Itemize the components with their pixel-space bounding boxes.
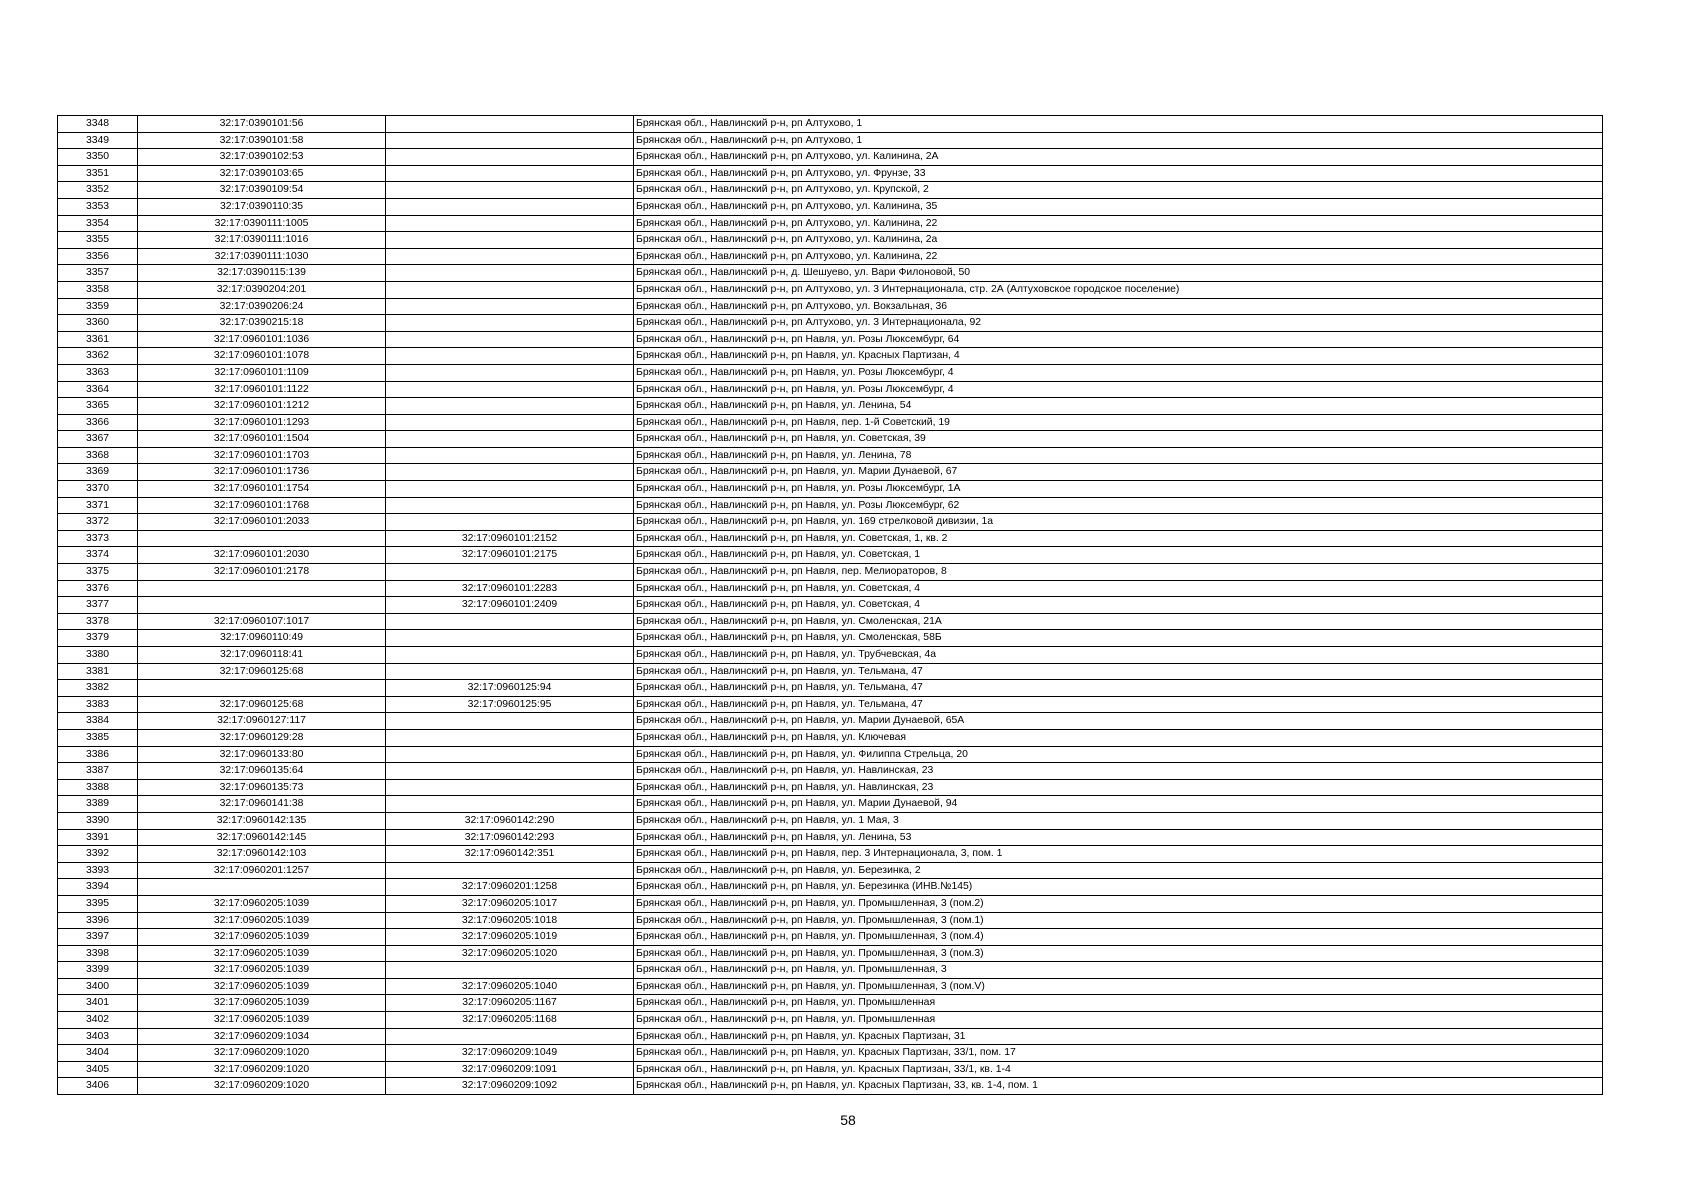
object-cadastral-number-cell: 32:17:0960205:1168 <box>386 1012 634 1029</box>
table-row <box>58 713 1603 730</box>
address-cell: Брянская обл., Навлинский р-н, рп Навля, ул. Марии Дунаевой, 94 <box>634 796 1603 813</box>
table-row <box>58 663 1603 680</box>
table-row <box>58 779 1603 796</box>
address-cell: Брянская обл., Навлинский р-н, рп Навля, ул. Ленина, 53 <box>634 829 1603 846</box>
row-number-cell: 3374 <box>58 547 138 564</box>
object-cadastral-number-cell <box>386 464 634 481</box>
address-cell: Брянская обл., Навлинский р-н, рп Навля, ул. Тельмана, 47 <box>634 663 1603 680</box>
cadastral-number-cell: 32:17:0960142:145 <box>138 829 386 846</box>
address-cell: Брянская обл., Навлинский р-н, рп Навля, ул. Красных Партизан, 33/1, кв. 1-4 <box>634 1061 1603 1078</box>
table-row <box>58 149 1603 166</box>
row-number-cell: 3386 <box>58 746 138 763</box>
address-cell: Брянская обл., Навлинский р-н, рп Навля, ул. Розы Люксембург, 64 <box>634 331 1603 348</box>
object-cadastral-number-cell <box>386 713 634 730</box>
cadastral-number-cell: 32:17:0960209:1020 <box>138 1045 386 1062</box>
address-cell: Брянская обл., Навлинский р-н, рп Навля, ул. Советская, 1, кв. 2 <box>634 530 1603 547</box>
cadastral-number-cell: 32:17:0390103:65 <box>138 165 386 182</box>
table-row <box>58 696 1603 713</box>
cadastral-number-cell: 32:17:0390111:1005 <box>138 215 386 232</box>
address-cell: Брянская обл., Навлинский р-н, рп Навля, ул. Тельмана, 47 <box>634 696 1603 713</box>
table-row <box>58 431 1603 448</box>
table-row <box>58 929 1603 946</box>
address-cell: Брянская обл., Навлинский р-н, рп Навля, ул. Промышленная <box>634 1012 1603 1029</box>
table-row <box>58 530 1603 547</box>
table-row <box>58 281 1603 298</box>
table-row <box>58 962 1603 979</box>
row-number-cell: 3404 <box>58 1045 138 1062</box>
table-row <box>58 481 1603 498</box>
cadastral-number-cell: 32:17:0960118:41 <box>138 647 386 664</box>
table-row <box>58 265 1603 282</box>
object-cadastral-number-cell: 32:17:0960205:1018 <box>386 912 634 929</box>
object-cadastral-number-cell: 32:17:0960142:351 <box>386 846 634 863</box>
object-cadastral-number-cell <box>386 481 634 498</box>
object-cadastral-number-cell <box>386 348 634 365</box>
cadastral-number-cell: 32:17:0960101:2178 <box>138 564 386 581</box>
table-row <box>58 215 1603 232</box>
row-number-cell: 3355 <box>58 232 138 249</box>
table-row <box>58 414 1603 431</box>
address-cell: Брянская обл., Навлинский р-н, рп Алтухово, ул. Фрунзе, 33 <box>634 165 1603 182</box>
table-row <box>58 381 1603 398</box>
registry-table-container <box>57 115 1602 1095</box>
object-cadastral-number-cell: 32:17:0960205:1040 <box>386 978 634 995</box>
object-cadastral-number-cell <box>386 613 634 630</box>
table-row <box>58 862 1603 879</box>
object-cadastral-number-cell <box>386 232 634 249</box>
cadastral-number-cell: 32:17:0960133:80 <box>138 746 386 763</box>
cadastral-number-cell: 32:17:0960205:1039 <box>138 962 386 979</box>
cadastral-number-cell: 32:17:0960101:1754 <box>138 481 386 498</box>
table-row <box>58 1045 1603 1062</box>
cadastral-number-cell: 32:17:0960127:117 <box>138 713 386 730</box>
row-number-cell: 3368 <box>58 447 138 464</box>
address-cell: Брянская обл., Навлинский р-н, рп Навля, ул. Советская, 4 <box>634 597 1603 614</box>
row-number-cell: 3353 <box>58 198 138 215</box>
object-cadastral-number-cell <box>386 116 634 133</box>
row-number-cell: 3399 <box>58 962 138 979</box>
cadastral-number-cell <box>138 580 386 597</box>
address-cell: Брянская обл., Навлинский р-н, рп Навля, ул. Розы Люксембург, 1А <box>634 481 1603 498</box>
row-number-cell: 3406 <box>58 1078 138 1095</box>
address-cell: Брянская обл., Навлинский р-н, рп Навля, ул. Ленина, 54 <box>634 398 1603 415</box>
cadastral-number-cell: 32:17:0960101:2030 <box>138 547 386 564</box>
cadastral-number-cell <box>138 597 386 614</box>
object-cadastral-number-cell: 32:17:0960205:1020 <box>386 945 634 962</box>
row-number-cell: 3387 <box>58 763 138 780</box>
object-cadastral-number-cell <box>386 248 634 265</box>
cadastral-number-cell: 32:17:0390101:58 <box>138 132 386 149</box>
row-number-cell: 3351 <box>58 165 138 182</box>
cadastral-number-cell: 32:17:0960101:1212 <box>138 398 386 415</box>
table-row <box>58 248 1603 265</box>
address-cell: Брянская обл., Навлинский р-н, рп Навля, ул. 169 стрелковой дивизии, 1а <box>634 514 1603 531</box>
row-number-cell: 3352 <box>58 182 138 199</box>
row-number-cell: 3389 <box>58 796 138 813</box>
table-row <box>58 497 1603 514</box>
address-cell: Брянская обл., Навлинский р-н, рп Навля, ул. Марии Дунаевой, 65А <box>634 713 1603 730</box>
address-cell: Брянская обл., Навлинский р-н, рп Навля, ул. Красных Партизан, 33/1, пом. 17 <box>634 1045 1603 1062</box>
address-cell: Брянская обл., Навлинский р-н, рп Алтухово, ул. Калинина, 2А <box>634 149 1603 166</box>
cadastral-number-cell: 32:17:0960209:1020 <box>138 1061 386 1078</box>
table-row <box>58 547 1603 564</box>
address-cell: Брянская обл., Навлинский р-н, рп Алтухово, ул. Крупской, 2 <box>634 182 1603 199</box>
table-row <box>58 978 1603 995</box>
address-cell: Брянская обл., Навлинский р-н, рп Навля, ул. Березинка (ИНВ.№145) <box>634 879 1603 896</box>
address-cell: Брянская обл., Навлинский р-н, рп Навля, ул. Трубчевская, 4а <box>634 647 1603 664</box>
cadastral-number-cell: 32:17:0960201:1257 <box>138 862 386 879</box>
object-cadastral-number-cell <box>386 663 634 680</box>
address-cell: Брянская обл., Навлинский р-н, рп Навля, ул. Промышленная, 3 (пом.1) <box>634 912 1603 929</box>
object-cadastral-number-cell <box>386 746 634 763</box>
table-row <box>58 364 1603 381</box>
cadastral-number-cell: 32:17:0960205:1039 <box>138 1012 386 1029</box>
table-row <box>58 580 1603 597</box>
registry-table <box>57 115 1603 1095</box>
cadastral-number-cell: 32:17:0960101:1036 <box>138 331 386 348</box>
address-cell: Брянская обл., Навлинский р-н, рп Навля, ул. Розы Люксембург, 4 <box>634 364 1603 381</box>
row-number-cell: 3354 <box>58 215 138 232</box>
address-cell: Брянская обл., Навлинский р-н, рп Навля, ул. Советская, 1 <box>634 547 1603 564</box>
row-number-cell: 3348 <box>58 116 138 133</box>
address-cell: Брянская обл., Навлинский р-н, рп Алтухово, ул. Калинина, 2а <box>634 232 1603 249</box>
cadastral-number-cell: 32:17:0960101:1504 <box>138 431 386 448</box>
cadastral-number-cell: 32:17:0960205:1039 <box>138 978 386 995</box>
object-cadastral-number-cell: 32:17:0960201:1258 <box>386 879 634 896</box>
cadastral-number-cell: 32:17:0960142:103 <box>138 846 386 863</box>
object-cadastral-number-cell <box>386 779 634 796</box>
row-number-cell: 3379 <box>58 630 138 647</box>
row-number-cell: 3405 <box>58 1061 138 1078</box>
object-cadastral-number-cell <box>386 414 634 431</box>
address-cell: Брянская обл., Навлинский р-н, рп Навля, ул. Промышленная, 3 (пом.3) <box>634 945 1603 962</box>
table-row <box>58 763 1603 780</box>
object-cadastral-number-cell: 32:17:0960205:1167 <box>386 995 634 1012</box>
row-number-cell: 3367 <box>58 431 138 448</box>
row-number-cell: 3400 <box>58 978 138 995</box>
address-cell: Брянская обл., Навлинский р-н, рп Алтухово, ул. 3 Интернационала, стр. 2А (Алтуховское городское поселение) <box>634 281 1603 298</box>
row-number-cell: 3358 <box>58 281 138 298</box>
object-cadastral-number-cell <box>386 364 634 381</box>
object-cadastral-number-cell <box>386 447 634 464</box>
row-number-cell: 3393 <box>58 862 138 879</box>
address-cell: Брянская обл., Навлинский р-н, рп Навля, ул. Розы Люксембург, 62 <box>634 497 1603 514</box>
address-cell: Брянская обл., Навлинский р-н, рп Навля, ул. Березинка, 2 <box>634 862 1603 879</box>
address-cell: Брянская обл., Навлинский р-н, рп Навля, ул. Ключевая <box>634 729 1603 746</box>
cadastral-number-cell: 32:17:0390109:54 <box>138 182 386 199</box>
table-row <box>58 464 1603 481</box>
row-number-cell: 3391 <box>58 829 138 846</box>
table-row <box>58 995 1603 1012</box>
table-row <box>58 132 1603 149</box>
row-number-cell: 3395 <box>58 895 138 912</box>
object-cadastral-number-cell <box>386 796 634 813</box>
object-cadastral-number-cell: 32:17:0960101:2152 <box>386 530 634 547</box>
address-cell: Брянская обл., Навлинский р-н, рп Навля, пер. 1-й Советский, 19 <box>634 414 1603 431</box>
object-cadastral-number-cell <box>386 331 634 348</box>
address-cell: Брянская обл., Навлинский р-н, рп Навля, ул. Красных Партизан, 4 <box>634 348 1603 365</box>
object-cadastral-number-cell <box>386 215 634 232</box>
row-number-cell: 3361 <box>58 331 138 348</box>
table-row <box>58 796 1603 813</box>
registry-table-body <box>58 116 1603 1095</box>
object-cadastral-number-cell <box>386 149 634 166</box>
row-number-cell: 3365 <box>58 398 138 415</box>
cadastral-number-cell <box>138 879 386 896</box>
table-row <box>58 1012 1603 1029</box>
cadastral-number-cell: 32:17:0390215:18 <box>138 315 386 332</box>
row-number-cell: 3356 <box>58 248 138 265</box>
cadastral-number-cell: 32:17:0960205:1039 <box>138 945 386 962</box>
table-row <box>58 945 1603 962</box>
row-number-cell: 3366 <box>58 414 138 431</box>
cadastral-number-cell: 32:17:0960101:1768 <box>138 497 386 514</box>
address-cell: Брянская обл., Навлинский р-н, рп Навля, ул. Промышленная, 3 (пом.2) <box>634 895 1603 912</box>
address-cell: Брянская обл., Навлинский р-н, рп Навля, ул. Филиппа Стрельца, 20 <box>634 746 1603 763</box>
table-row <box>58 895 1603 912</box>
cadastral-number-cell: 32:17:0960205:1039 <box>138 912 386 929</box>
object-cadastral-number-cell <box>386 862 634 879</box>
address-cell: Брянская обл., Навлинский р-н, рп Навля, ул. 1 Мая, 3 <box>634 812 1603 829</box>
table-row <box>58 630 1603 647</box>
object-cadastral-number-cell: 32:17:0960205:1019 <box>386 929 634 946</box>
table-row <box>58 182 1603 199</box>
object-cadastral-number-cell <box>386 763 634 780</box>
cadastral-number-cell: 32:17:0960129:28 <box>138 729 386 746</box>
object-cadastral-number-cell <box>386 315 634 332</box>
address-cell: Брянская обл., Навлинский р-н, рп Навля, ул. Промышленная, 3 (пом.V) <box>634 978 1603 995</box>
object-cadastral-number-cell: 32:17:0960142:293 <box>386 829 634 846</box>
address-cell: Брянская обл., Навлинский р-н, рп Алтухово, 1 <box>634 132 1603 149</box>
object-cadastral-number-cell <box>386 381 634 398</box>
row-number-cell: 3392 <box>58 846 138 863</box>
row-number-cell: 3397 <box>58 929 138 946</box>
address-cell: Брянская обл., Навлинский р-н, рп Алтухово, ул. Калинина, 22 <box>634 215 1603 232</box>
table-row <box>58 1028 1603 1045</box>
object-cadastral-number-cell <box>386 497 634 514</box>
address-cell: Брянская обл., Навлинский р-н, рп Навля, ул. Советская, 4 <box>634 580 1603 597</box>
cadastral-number-cell: 32:17:0960110:49 <box>138 630 386 647</box>
table-row <box>58 398 1603 415</box>
page-number: 58 <box>840 1112 856 1128</box>
cadastral-number-cell: 32:17:0960101:1293 <box>138 414 386 431</box>
row-number-cell: 3378 <box>58 613 138 630</box>
row-number-cell: 3371 <box>58 497 138 514</box>
cadastral-number-cell: 32:17:0390111:1016 <box>138 232 386 249</box>
address-cell: Брянская обл., Навлинский р-н, рп Навля, ул. Тельмана, 47 <box>634 680 1603 697</box>
row-number-cell: 3370 <box>58 481 138 498</box>
object-cadastral-number-cell <box>386 647 634 664</box>
object-cadastral-number-cell <box>386 182 634 199</box>
cadastral-number-cell: 32:17:0960101:1109 <box>138 364 386 381</box>
row-number-cell: 3372 <box>58 514 138 531</box>
cadastral-number-cell: 32:17:0960209:1020 <box>138 1078 386 1095</box>
address-cell: Брянская обл., Навлинский р-н, рп Навля, ул. Смоленская, 58Б <box>634 630 1603 647</box>
row-number-cell: 3388 <box>58 779 138 796</box>
cadastral-number-cell: 32:17:0960101:1703 <box>138 447 386 464</box>
object-cadastral-number-cell <box>386 165 634 182</box>
row-number-cell: 3375 <box>58 564 138 581</box>
address-cell: Брянская обл., Навлинский р-н, рп Алтухово, ул. Калинина, 22 <box>634 248 1603 265</box>
address-cell: Брянская обл., Навлинский р-н, рп Алтухово, ул. Калинина, 35 <box>634 198 1603 215</box>
row-number-cell: 3350 <box>58 149 138 166</box>
cadastral-number-cell: 32:17:0960135:64 <box>138 763 386 780</box>
object-cadastral-number-cell: 32:17:0960125:95 <box>386 696 634 713</box>
cadastral-number-cell: 32:17:0390115:139 <box>138 265 386 282</box>
table-row <box>58 298 1603 315</box>
cadastral-number-cell: 32:17:0960135:73 <box>138 779 386 796</box>
cadastral-number-cell: 32:17:0960101:1736 <box>138 464 386 481</box>
table-row <box>58 198 1603 215</box>
object-cadastral-number-cell <box>386 431 634 448</box>
object-cadastral-number-cell <box>386 630 634 647</box>
row-number-cell: 3364 <box>58 381 138 398</box>
row-number-cell: 3360 <box>58 315 138 332</box>
object-cadastral-number-cell <box>386 281 634 298</box>
object-cadastral-number-cell <box>386 564 634 581</box>
table-row <box>58 746 1603 763</box>
table-row <box>58 597 1603 614</box>
object-cadastral-number-cell: 32:17:0960205:1017 <box>386 895 634 912</box>
cadastral-number-cell: 32:17:0960101:2033 <box>138 514 386 531</box>
cadastral-number-cell: 32:17:0960125:68 <box>138 696 386 713</box>
cadastral-number-cell: 32:17:0960107:1017 <box>138 613 386 630</box>
row-number-cell: 3363 <box>58 364 138 381</box>
object-cadastral-number-cell <box>386 298 634 315</box>
row-number-cell: 3362 <box>58 348 138 365</box>
table-row <box>58 232 1603 249</box>
address-cell: Брянская обл., Навлинский р-н, рп Алтухово, ул. 3 Интернационала, 92 <box>634 315 1603 332</box>
row-number-cell: 3394 <box>58 879 138 896</box>
object-cadastral-number-cell <box>386 265 634 282</box>
object-cadastral-number-cell <box>386 514 634 531</box>
cadastral-number-cell: 32:17:0960205:1039 <box>138 995 386 1012</box>
address-cell: Брянская обл., Навлинский р-н, рп Навля, пер. Мелиораторов, 8 <box>634 564 1603 581</box>
address-cell: Брянская обл., Навлинский р-н, д. Шешуево, ул. Вари Филоновой, 50 <box>634 265 1603 282</box>
object-cadastral-number-cell: 32:17:0960101:2409 <box>386 597 634 614</box>
table-row <box>58 647 1603 664</box>
table-row <box>58 165 1603 182</box>
row-number-cell: 3381 <box>58 663 138 680</box>
object-cadastral-number-cell: 32:17:0960142:290 <box>386 812 634 829</box>
table-row <box>58 447 1603 464</box>
cadastral-number-cell: 32:17:0960141:38 <box>138 796 386 813</box>
table-row <box>58 613 1603 630</box>
cadastral-number-cell: 32:17:0390101:56 <box>138 116 386 133</box>
row-number-cell: 3369 <box>58 464 138 481</box>
table-row <box>58 315 1603 332</box>
cadastral-number-cell: 32:17:0960205:1039 <box>138 895 386 912</box>
address-cell: Брянская обл., Навлинский р-н, рп Навля, ул. Промышленная <box>634 995 1603 1012</box>
row-number-cell: 3373 <box>58 530 138 547</box>
cadastral-number-cell: 32:17:0960101:1078 <box>138 348 386 365</box>
object-cadastral-number-cell <box>386 398 634 415</box>
row-number-cell: 3377 <box>58 597 138 614</box>
table-row <box>58 680 1603 697</box>
table-row <box>58 564 1603 581</box>
table-row <box>58 1061 1603 1078</box>
address-cell: Брянская обл., Навлинский р-н, рп Навля, ул. Марии Дунаевой, 67 <box>634 464 1603 481</box>
address-cell: Брянская обл., Навлинский р-н, рп Навля, ул. Промышленная, 3 <box>634 962 1603 979</box>
table-row <box>58 514 1603 531</box>
table-row <box>58 912 1603 929</box>
row-number-cell: 3401 <box>58 995 138 1012</box>
row-number-cell: 3376 <box>58 580 138 597</box>
cadastral-number-cell <box>138 530 386 547</box>
address-cell: Брянская обл., Навлинский р-н, рп Навля, ул. Красных Партизан, 31 <box>634 1028 1603 1045</box>
row-number-cell: 3357 <box>58 265 138 282</box>
table-row <box>58 331 1603 348</box>
row-number-cell: 3390 <box>58 812 138 829</box>
table-row <box>58 116 1603 133</box>
cadastral-number-cell: 32:17:0960205:1039 <box>138 929 386 946</box>
row-number-cell: 3385 <box>58 729 138 746</box>
cadastral-number-cell: 32:17:0390110:35 <box>138 198 386 215</box>
cadastral-number-cell: 32:17:0960125:68 <box>138 663 386 680</box>
address-cell: Брянская обл., Навлинский р-н, рп Навля, ул. Промышленная, 3 (пом.4) <box>634 929 1603 946</box>
cadastral-number-cell: 32:17:0960101:1122 <box>138 381 386 398</box>
object-cadastral-number-cell: 32:17:0960209:1049 <box>386 1045 634 1062</box>
object-cadastral-number-cell: 32:17:0960209:1091 <box>386 1061 634 1078</box>
address-cell: Брянская обл., Навлинский р-н, рп Навля, пер. 3 Интернационала, 3, пом. 1 <box>634 846 1603 863</box>
address-cell: Брянская обл., Навлинский р-н, рп Навля, ул. Навлинская, 23 <box>634 763 1603 780</box>
cadastral-number-cell: 32:17:0390102:53 <box>138 149 386 166</box>
object-cadastral-number-cell <box>386 198 634 215</box>
cadastral-number-cell: 32:17:0390206:24 <box>138 298 386 315</box>
cadastral-number-cell: 32:17:0390204:201 <box>138 281 386 298</box>
cadastral-number-cell: 32:17:0390111:1030 <box>138 248 386 265</box>
cadastral-number-cell: 32:17:0960142:135 <box>138 812 386 829</box>
object-cadastral-number-cell <box>386 962 634 979</box>
object-cadastral-number-cell: 32:17:0960101:2283 <box>386 580 634 597</box>
row-number-cell: 3383 <box>58 696 138 713</box>
table-row <box>58 879 1603 896</box>
object-cadastral-number-cell <box>386 132 634 149</box>
table-row <box>58 812 1603 829</box>
row-number-cell: 3396 <box>58 912 138 929</box>
address-cell: Брянская обл., Навлинский р-н, рп Навля, ул. Советская, 39 <box>634 431 1603 448</box>
address-cell: Брянская обл., Навлинский р-н, рп Навля, ул. Розы Люксембург, 4 <box>634 381 1603 398</box>
object-cadastral-number-cell: 32:17:0960125:94 <box>386 680 634 697</box>
cadastral-number-cell <box>138 680 386 697</box>
address-cell: Брянская обл., Навлинский р-н, рп Навля, ул. Смоленская, 21А <box>634 613 1603 630</box>
address-cell: Брянская обл., Навлинский р-н, рп Навля, ул. Ленина, 78 <box>634 447 1603 464</box>
object-cadastral-number-cell <box>386 729 634 746</box>
row-number-cell: 3359 <box>58 298 138 315</box>
row-number-cell: 3384 <box>58 713 138 730</box>
address-cell: Брянская обл., Навлинский р-н, рп Алтухово, 1 <box>634 116 1603 133</box>
row-number-cell: 3403 <box>58 1028 138 1045</box>
address-cell: Брянская обл., Навлинский р-н, рп Навля, ул. Навлинская, 23 <box>634 779 1603 796</box>
row-number-cell: 3382 <box>58 680 138 697</box>
table-row <box>58 1078 1603 1095</box>
cadastral-number-cell: 32:17:0960209:1034 <box>138 1028 386 1045</box>
table-row <box>58 729 1603 746</box>
object-cadastral-number-cell <box>386 1028 634 1045</box>
row-number-cell: 3402 <box>58 1012 138 1029</box>
object-cadastral-number-cell: 32:17:0960101:2175 <box>386 547 634 564</box>
address-cell: Брянская обл., Навлинский р-н, рп Алтухово, ул. Вокзальная, 36 <box>634 298 1603 315</box>
table-row <box>58 829 1603 846</box>
table-row <box>58 846 1603 863</box>
row-number-cell: 3398 <box>58 945 138 962</box>
object-cadastral-number-cell: 32:17:0960209:1092 <box>386 1078 634 1095</box>
address-cell: Брянская обл., Навлинский р-н, рп Навля, ул. Красных Партизан, 33, кв. 1-4, пом. 1 <box>634 1078 1603 1095</box>
row-number-cell: 3380 <box>58 647 138 664</box>
row-number-cell: 3349 <box>58 132 138 149</box>
table-row <box>58 348 1603 365</box>
